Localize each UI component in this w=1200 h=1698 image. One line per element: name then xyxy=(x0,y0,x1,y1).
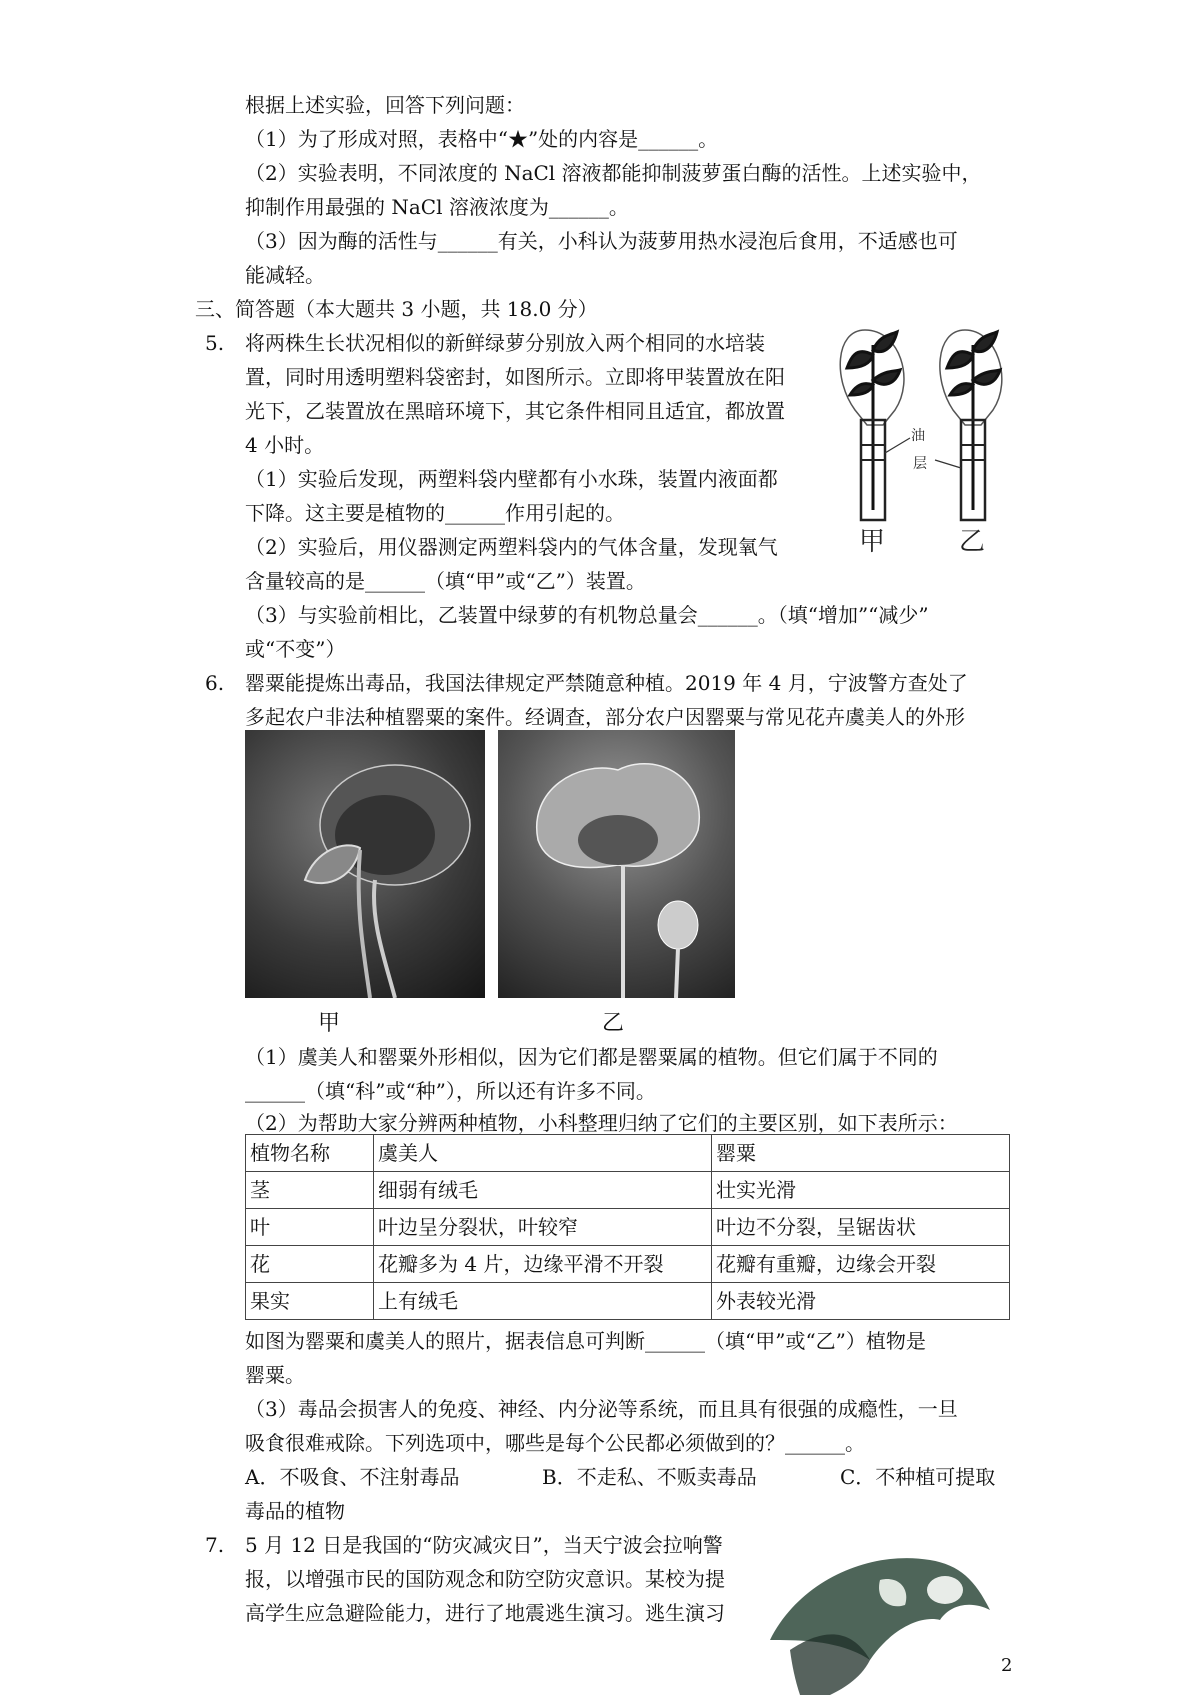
table-cell: 花瓣有重瓣，边缘会开裂 xyxy=(712,1246,1010,1283)
table-header-row xyxy=(246,1135,1010,1172)
q6-number: 6. xyxy=(205,671,225,695)
q4-part2-line2: 抑制作用最强的 NaCl 溶液浓度为______。 xyxy=(245,195,629,219)
section-title: 三、简答题（本大题共 3 小题，共 18.0 分） xyxy=(195,297,598,321)
q6-part3-line2: 吸食很难戒除。下列选项中，哪些是每个公民都必须做到的？______。 xyxy=(245,1431,865,1455)
q6-part1-line1: （1）虞美人和罂粟外形相似，因为它们都是罂粟属的植物。但它们属于不同的 xyxy=(245,1045,938,1069)
q4-part1: （1）为了形成对照，表格中“★”处的内容是______。 xyxy=(245,127,719,151)
table-row xyxy=(246,1283,1010,1320)
q6-part1-line2: ______（填“科”或“种”），所以还有许多不同。 xyxy=(245,1079,656,1103)
comparison-table xyxy=(245,1134,1010,1320)
table-cell: 花 xyxy=(246,1246,374,1283)
q6-line: 罂粟能提炼出毒品，我国法律规定严禁随意种植。2019 年 4 月，宁波警方查处了 xyxy=(245,671,968,695)
q7-line: 高学生应急避险能力，进行了地震逃生演习。逃生演习 xyxy=(245,1601,725,1625)
q5-line: 或“不变”） xyxy=(245,637,346,661)
option-c-continued: 毒品的植物 xyxy=(245,1499,345,1523)
q7-number: 7. xyxy=(205,1533,225,1557)
table-row xyxy=(246,1246,1010,1283)
q5-line: 将两株生长状况相似的新鲜绿萝分别放入两个相同的水培装 xyxy=(245,331,765,355)
q5-number: 5. xyxy=(205,331,225,355)
q4-part3-line1: （3）因为酶的活性与______有关，小科认为菠萝用热水浸泡后食用，不适感也可 xyxy=(245,229,958,253)
photo-label-yi: 乙 xyxy=(602,1011,625,1036)
q5-line: （1）实验后发现，两塑料袋内壁都有小水珠，装置内液面都 xyxy=(245,467,778,491)
q5-line: 4 小时。 xyxy=(245,433,325,457)
option-c: C．不种植可提取 xyxy=(840,1465,996,1489)
q6-after-table-line2: 罂粟。 xyxy=(245,1363,305,1387)
table-cell: 茎 xyxy=(246,1172,374,1209)
table-row xyxy=(246,1209,1010,1246)
photo-label-jia: 甲 xyxy=(318,1011,341,1036)
table-cell: 叶边不分裂，呈锯齿状 xyxy=(712,1209,1010,1246)
q5-line: 光下，乙装置放在黑暗环境下，其它条件相同且适宜，都放置 xyxy=(245,399,785,423)
table-cell: 上有绒毛 xyxy=(374,1283,712,1320)
fig-label-layer: 层 xyxy=(913,456,927,472)
table-cell: 叶 xyxy=(246,1209,374,1246)
intro-line: 根据上述实验，回答下列问题： xyxy=(245,93,525,117)
table-cell: 细弱有绒毛 xyxy=(374,1172,712,1209)
table-row xyxy=(246,1172,1010,1209)
table-cell: 果实 xyxy=(246,1283,374,1320)
table-header-cell: 植物名称 xyxy=(246,1135,374,1172)
table-cell: 花瓣多为 4 片，边缘平滑不开裂 xyxy=(374,1246,712,1283)
q4-part3-line2: 能减轻。 xyxy=(245,263,325,287)
q6-part3-line1: （3）毒品会损害人的免疫、神经、内分泌等系统，而且具有很强的成瘾性，一旦 xyxy=(245,1397,958,1421)
q5-line: （3）与实验前相比，乙装置中绿萝的有机物总量会______。（填“增加”“减少” xyxy=(245,603,929,627)
q6-line: 多起农户非法种植罂粟的案件。经调查，部分农户因罂粟与常见花卉虞美人的外形 xyxy=(245,705,965,729)
table-cell: 壮实光滑 xyxy=(712,1172,1010,1209)
option-a: A．不吸食、不注射毒品 xyxy=(245,1465,460,1489)
plant-apparatus-figure xyxy=(825,310,1010,560)
table-header-cell: 虞美人 xyxy=(374,1135,712,1172)
fig-label-jia: 甲 xyxy=(859,527,886,557)
flower-bud-illustration xyxy=(245,730,485,998)
q7-line: 5 月 12 日是我国的“防灾减灾日”，当天宁波会拉响警 xyxy=(245,1533,723,1557)
table-header-cell: 罂粟 xyxy=(712,1135,1010,1172)
table-cell: 叶边呈分裂状，叶较窄 xyxy=(374,1209,712,1246)
fig-label-yi: 乙 xyxy=(959,527,986,557)
q5-line: （2）实验后，用仪器测定两塑料袋内的气体含量，发现氧气 xyxy=(245,535,778,559)
q6-part2: （2）为帮助大家分辨两种植物，小科整理归纳了它们的主要区别，如下表所示： xyxy=(245,1111,958,1135)
flower-illustration xyxy=(498,730,735,998)
q5-line: 含量较高的是______（填“甲”或“乙”）装置。 xyxy=(245,569,646,593)
fig-label-oil: 油 xyxy=(911,428,925,444)
q6-after-table-line1: 如图为罂粟和虞美人的照片，据表信息可判断______（填“甲”或“乙”）植物是 xyxy=(245,1329,926,1353)
photo-jia xyxy=(245,730,485,998)
page-number: 2 xyxy=(1001,1655,1013,1676)
photo-yi xyxy=(498,730,735,998)
table-cell: 外表较光滑 xyxy=(712,1283,1010,1320)
q7-line: 报，以增强市民的国防观念和防空防灾意识。某校为提 xyxy=(245,1567,725,1591)
option-b: B．不走私、不贩卖毒品 xyxy=(542,1465,757,1489)
q4-part2-line1: （2）实验表明，不同浓度的 NaCl 溶液都能抑制菠萝蛋白酶的活性。上述实验中， xyxy=(245,161,982,185)
q5-line: 置，同时用透明塑料袋密封，如图所示。立即将甲装置放在阳 xyxy=(245,365,785,389)
evacuation-illustration xyxy=(760,1520,1013,1695)
q5-line: 下降。这主要是植物的______作用引起的。 xyxy=(245,501,625,525)
